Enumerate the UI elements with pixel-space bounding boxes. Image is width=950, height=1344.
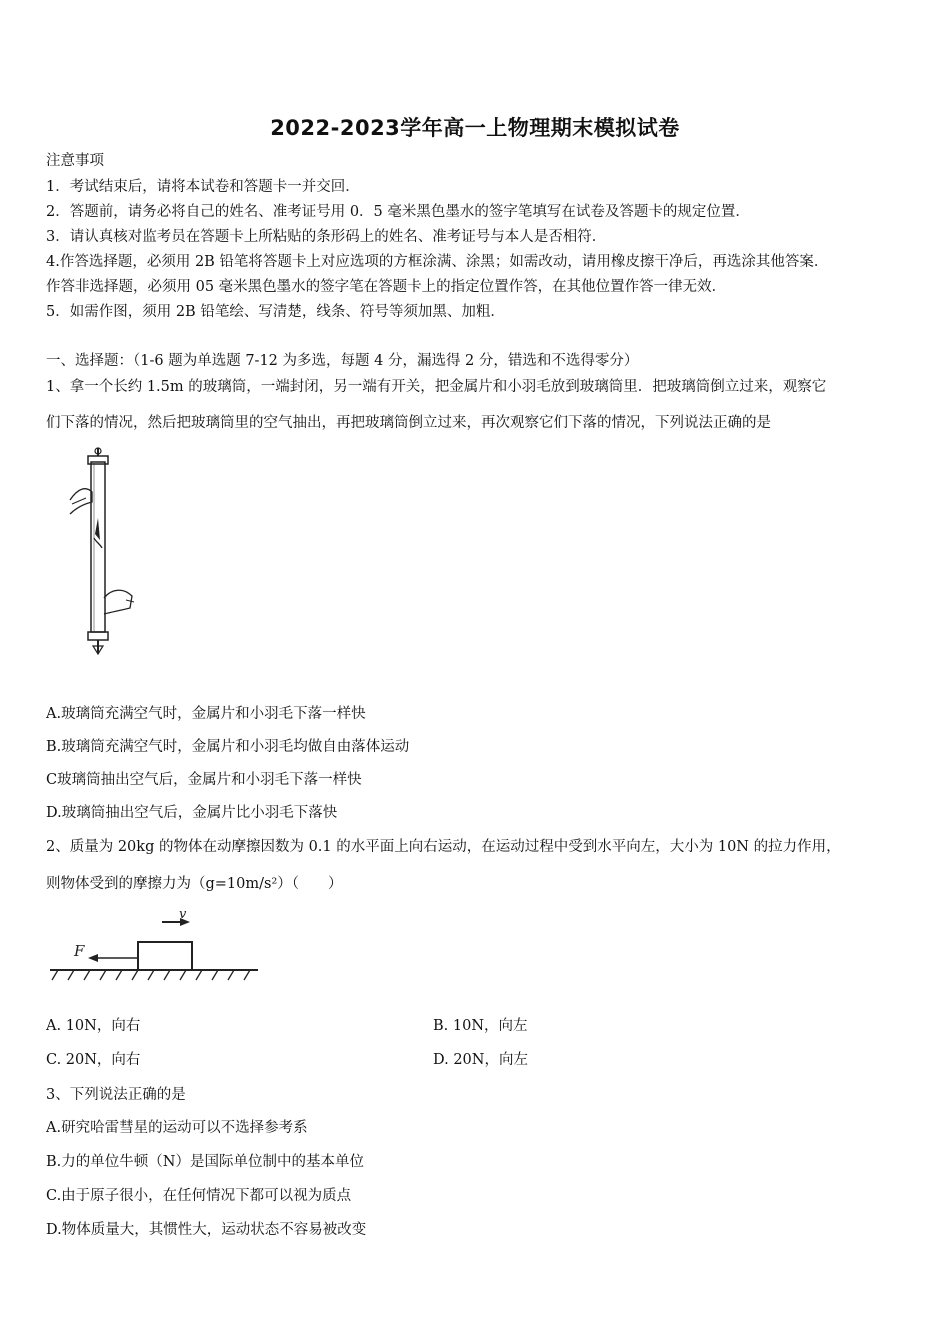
page-title: 2022-2023学年高一上物理期末模拟试卷 <box>270 116 680 140</box>
question-2-line2: 则物体受到的摩擦力为（g=10m/s²）（ ） <box>46 876 343 892</box>
question-2-option-d: D. 20N，向左 <box>433 1052 528 1068</box>
question-1-option-b: B.玻璃筒充满空气时，金属片和小羽毛均做自由落体运动 <box>46 739 410 755</box>
velocity-label: v <box>179 907 187 922</box>
question-1-option-c: C玻璃筒抽出空气后，金属片和小羽毛下落一样快 <box>46 772 362 788</box>
question-3-option-d: D.物体质量大，其惯性大，运动状态不容易被改变 <box>46 1222 367 1238</box>
question-3-option-a: A.研究哈雷彗星的运动可以不选择参考系 <box>46 1120 308 1136</box>
question-1-option-a: A.玻璃筒充满空气时，金属片和小羽毛下落一样快 <box>46 706 366 722</box>
question-2-option-b: B. 10N，向左 <box>433 1018 528 1034</box>
question-3-stem: 3、下列说法正确的是 <box>46 1087 186 1103</box>
notice-item: 3．请认真核对监考员在答题卡上所粘贴的条形码上的姓名、准考证号与本人是否相符． <box>46 229 607 245</box>
section-heading: 一、选择题：（1-6 题为单选题 7-12 为多选，每题 4 分，漏选得 2 分，错选和不选得零分） <box>46 353 639 369</box>
question-1-option-d: D.玻璃筒抽出空气后，金属片比小羽毛下落快 <box>46 805 338 821</box>
glass-tube-figure <box>60 448 140 663</box>
question-3-option-c: C.由于原子很小，在任何情况下都可以视为质点 <box>46 1188 352 1204</box>
notice-item: 作答非选择题，必须用 05 毫米黑色墨水的签字笔在答题卡上的指定位置作答，在其他位置作答一律无效． <box>46 279 727 295</box>
question-3-option-b: B.力的单位牛顿（N）是国际单位制中的基本单位 <box>46 1154 364 1170</box>
notice-item: 1．考试结束后，请将本试卷和答题卡一并交回． <box>46 179 360 195</box>
notice-item: 4.作答选择题，必须用 2B 铅笔将答题卡上对应选项的方框涂满、涂黑；如需改动，请用橡皮擦干净后，再选涂其他答案． <box>46 254 829 270</box>
question-2-option-a: A. 10N，向右 <box>46 1018 141 1034</box>
question-2-line1: 2、质量为 20kg 的物体在动摩擦因数为 0.1 的水平面上向右运动，在运动过程中受到水平向左，大小为 10N 的拉力作用， <box>46 839 841 855</box>
notice-item: 5．如需作图，须用 2B 铅笔绘、写清楚，线条、符号等须加黑、加粗． <box>46 304 505 320</box>
force-label: F <box>74 942 85 960</box>
question-1-line1: 1、拿一个长约 1.5m 的玻璃筒，一端封闭，另一端有开关，把金属片和小羽毛放到玻璃筒里．把玻璃筒倒立过来，观察它 <box>46 379 827 395</box>
question-1-line2: 们下落的情况，然后把玻璃筒里的空气抽出，再把玻璃筒倒立过来，再次观察它们下落的情况，下列说法正确的是 <box>46 415 771 431</box>
question-2-option-c: C. 20N，向右 <box>46 1052 141 1068</box>
block-force-figure <box>50 906 265 986</box>
notice-heading: 注意事项 <box>46 153 104 169</box>
notice-item: 2．答题前，请务必将自己的姓名、准考证号用 0．5 毫米黑色墨水的签字笔填写在试卷及答题卡的规定位置． <box>46 204 750 220</box>
